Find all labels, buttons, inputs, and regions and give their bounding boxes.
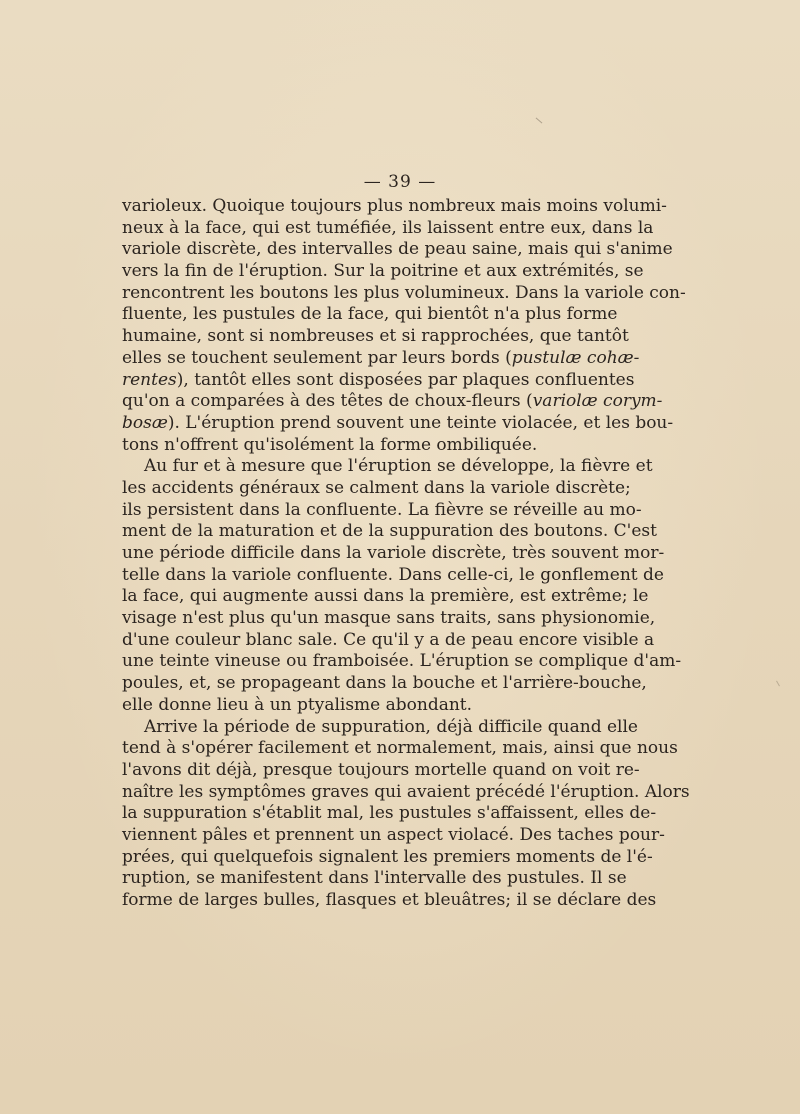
text-line: la suppuration s'établit mal, les pustules s'affaissent, elles de-	[122, 803, 657, 824]
text-line: d'une couleur blanc sale. Ce qu'il y a de peau encore visible a	[122, 629, 655, 650]
text-line: qu'on a comparées à des têtes de choux-fleurs (variolæ corym-	[122, 391, 663, 412]
text-line: Arrive la période de suppuration, déjà difficile quand elle	[144, 716, 638, 737]
text-line: bosæ). L'éruption prend souvent une teinte violacée, et les bou-	[122, 412, 674, 433]
text-line: ruption, se manifestent dans l'intervalle des pustules. Il se	[122, 868, 627, 889]
text-line: la face, qui augmente aussi dans la première, est extrême; le	[122, 586, 649, 607]
text-line: varioleux. Quoique toujours plus nombreux mais moins volumi-	[122, 196, 667, 216]
text-line: tend à s'opérer facilement et normalement, mais, ainsi que nous	[122, 738, 678, 759]
text-line: elle donne lieu à un ptyalisme abondant.	[122, 694, 473, 715]
body-text	[122, 196, 690, 912]
page-number: — 39 —	[363, 172, 437, 192]
paper-mark	[536, 118, 543, 124]
text-line: rencontrent les boutons les plus volumineux. Dans la variole con-	[122, 282, 686, 303]
text-line: vers la fin de l'éruption. Sur la poitrine et aux extrémités, se	[122, 261, 644, 282]
text-line: tons n'offrent qu'isolément la forme ombiliquée.	[122, 434, 538, 455]
text-line: naître les symptômes graves qui avaient précédé l'éruption. Alors	[122, 781, 690, 802]
text-line: une teinte vineuse ou framboisée. L'éruption se complique d'am-	[122, 651, 682, 672]
text-line: une période difficile dans la variole discrète, très souvent mor-	[122, 543, 665, 563]
text-line: prées, qui quelquefois signalent les premiers moments de l'é-	[122, 846, 653, 867]
text-line: l'avons dit déjà, presque toujours mortelle quand on voit re-	[122, 759, 640, 780]
text-line: rentes), tantôt elles sont disposées par plaques confluentes	[122, 369, 635, 390]
text-line: ils persistent dans la confluente. La fièvre se réveille au mo-	[122, 499, 642, 520]
text-line: Au fur et à mesure que l'éruption se développe, la fièvre et	[144, 456, 653, 477]
text-line: neux à la face, qui est tuméfiée, ils laissent entre eux, dans la	[122, 217, 654, 238]
text-line: elles se touchent seulement par leurs bords (pustulæ cohæ-	[122, 347, 640, 368]
text-line: variole discrète, des intervalles de peau saine, mais qui s'anime	[122, 239, 673, 260]
text-line: visage n'est plus qu'un masque sans traits, sans physionomie,	[122, 608, 656, 629]
paper-mark	[776, 681, 780, 687]
text-line: viennent pâles et prennent un aspect violacé. Des taches pour-	[122, 824, 665, 845]
text-line: les accidents généraux se calment dans la variole discrète;	[122, 477, 631, 498]
text-line: telle dans la variole confluente. Dans celle-ci, le gonflement de	[122, 564, 664, 585]
text-line: poules, et, se propageant dans la bouche et l'arrière-bouche,	[122, 673, 647, 694]
text-line: humaine, sont si nombreuses et si rapprochées, que tantôt	[122, 326, 629, 347]
text-line: ment de la maturation et de la suppuration des boutons. C'est	[122, 521, 657, 542]
text-line: fluente, les pustules de la face, qui bientôt n'a plus forme	[122, 304, 618, 325]
text-line: forme de larges bulles, flasques et bleuâtres; il se déclare des	[122, 890, 657, 910]
